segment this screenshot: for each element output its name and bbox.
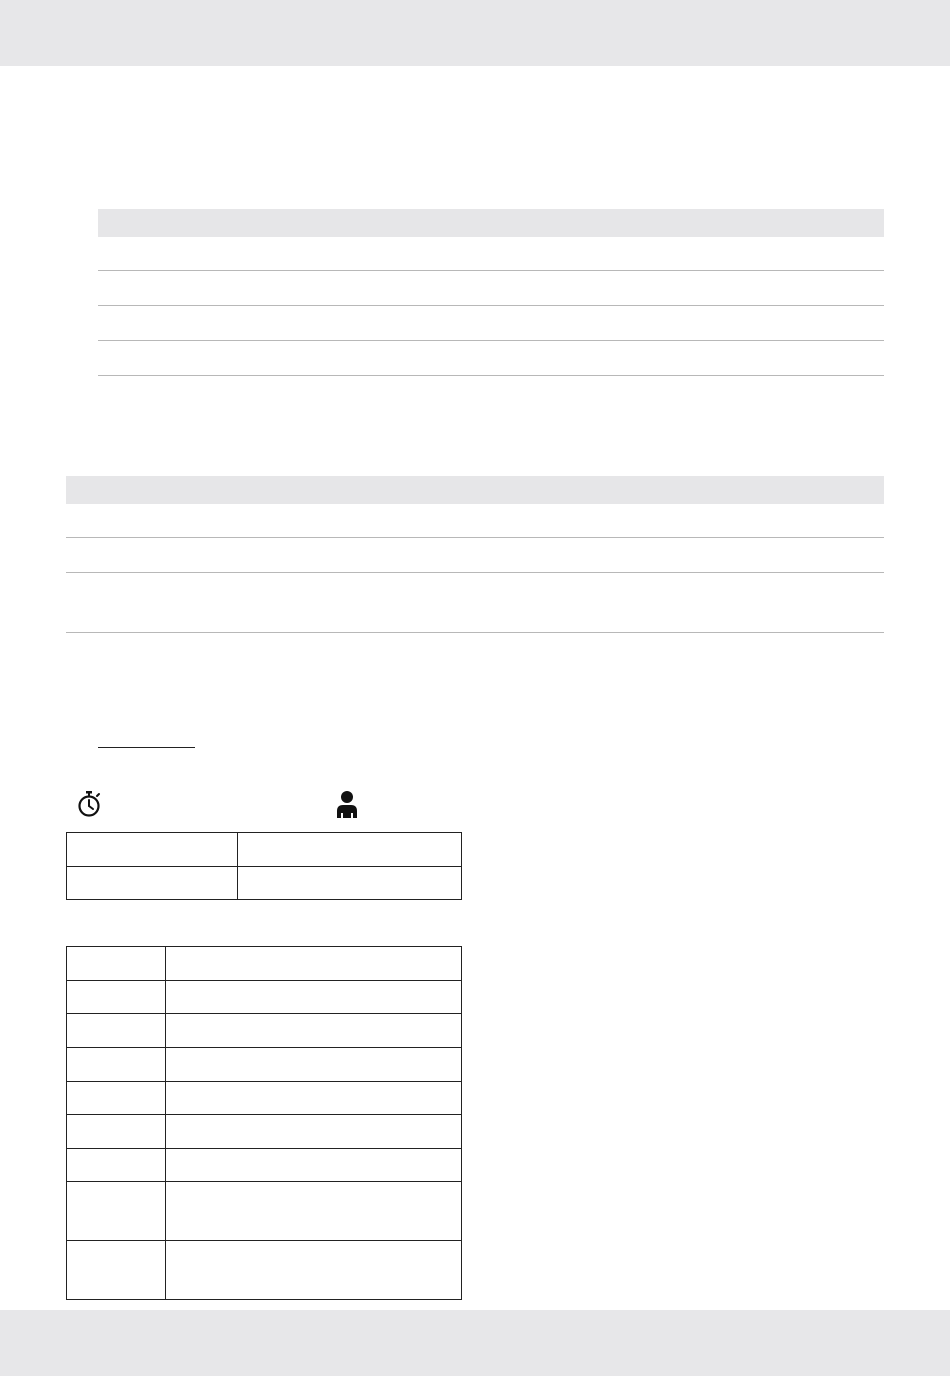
table-cell: [67, 1082, 166, 1115]
table-cell: [67, 833, 238, 867]
table-cell: [238, 833, 462, 867]
table-row: [67, 1115, 462, 1149]
header-cell: [66, 476, 884, 504]
table-row: [98, 237, 884, 271]
table-cell: [166, 1082, 462, 1115]
table-cell: [166, 1115, 462, 1149]
bottom-footer-band: [0, 1310, 950, 1376]
table-header: [66, 476, 884, 504]
person-icon: [335, 790, 359, 818]
table-cell: [67, 1014, 166, 1048]
table-row: [66, 573, 884, 633]
time-persons-table: [66, 832, 462, 900]
table-cell: [67, 1115, 166, 1149]
section-heading-link[interactable]: [98, 733, 195, 748]
table-cell: [166, 1241, 462, 1300]
info-table-2: [66, 476, 884, 633]
table-cell: [98, 271, 884, 305]
header-cell: [98, 209, 884, 237]
table-header: [98, 209, 884, 237]
table-row: [66, 504, 884, 538]
table-cell: [166, 981, 462, 1014]
table-cell: [166, 1149, 462, 1182]
table-row: [67, 981, 462, 1014]
table-cell: [67, 981, 166, 1014]
table-cell: [238, 867, 462, 900]
table-cell: [166, 1014, 462, 1048]
table-row: [66, 538, 884, 573]
table-row: [67, 1048, 462, 1082]
top-header-band: [0, 0, 950, 66]
table-row: [67, 1014, 462, 1048]
table-cell: [67, 947, 166, 981]
table-cell: [166, 1048, 462, 1082]
table-cell: [67, 1149, 166, 1182]
table-row: [67, 1182, 462, 1241]
table-row: [98, 341, 884, 376]
table-row: [67, 1149, 462, 1182]
table-cell: [98, 341, 884, 375]
table-cell: [166, 947, 462, 981]
table-row: [98, 306, 884, 341]
table-row: [67, 833, 462, 867]
table-cell: [67, 1048, 166, 1082]
table-cell: [66, 573, 884, 632]
table-cell: [67, 867, 238, 900]
table-cell: [166, 1182, 462, 1241]
table-cell: [98, 306, 884, 340]
table-cell: [67, 1241, 166, 1300]
table-cell: [66, 538, 884, 572]
table-cell: [98, 237, 884, 270]
info-table-1: [98, 209, 884, 376]
table-cell: [67, 1182, 166, 1241]
table-row: [67, 1082, 462, 1115]
steps-table: [66, 946, 462, 1300]
stopwatch-icon: [76, 790, 102, 818]
table-row: [98, 271, 884, 306]
table-cell: [66, 504, 884, 537]
table-row: [67, 947, 462, 981]
table-row: [67, 867, 462, 900]
table-row: [67, 1241, 462, 1300]
